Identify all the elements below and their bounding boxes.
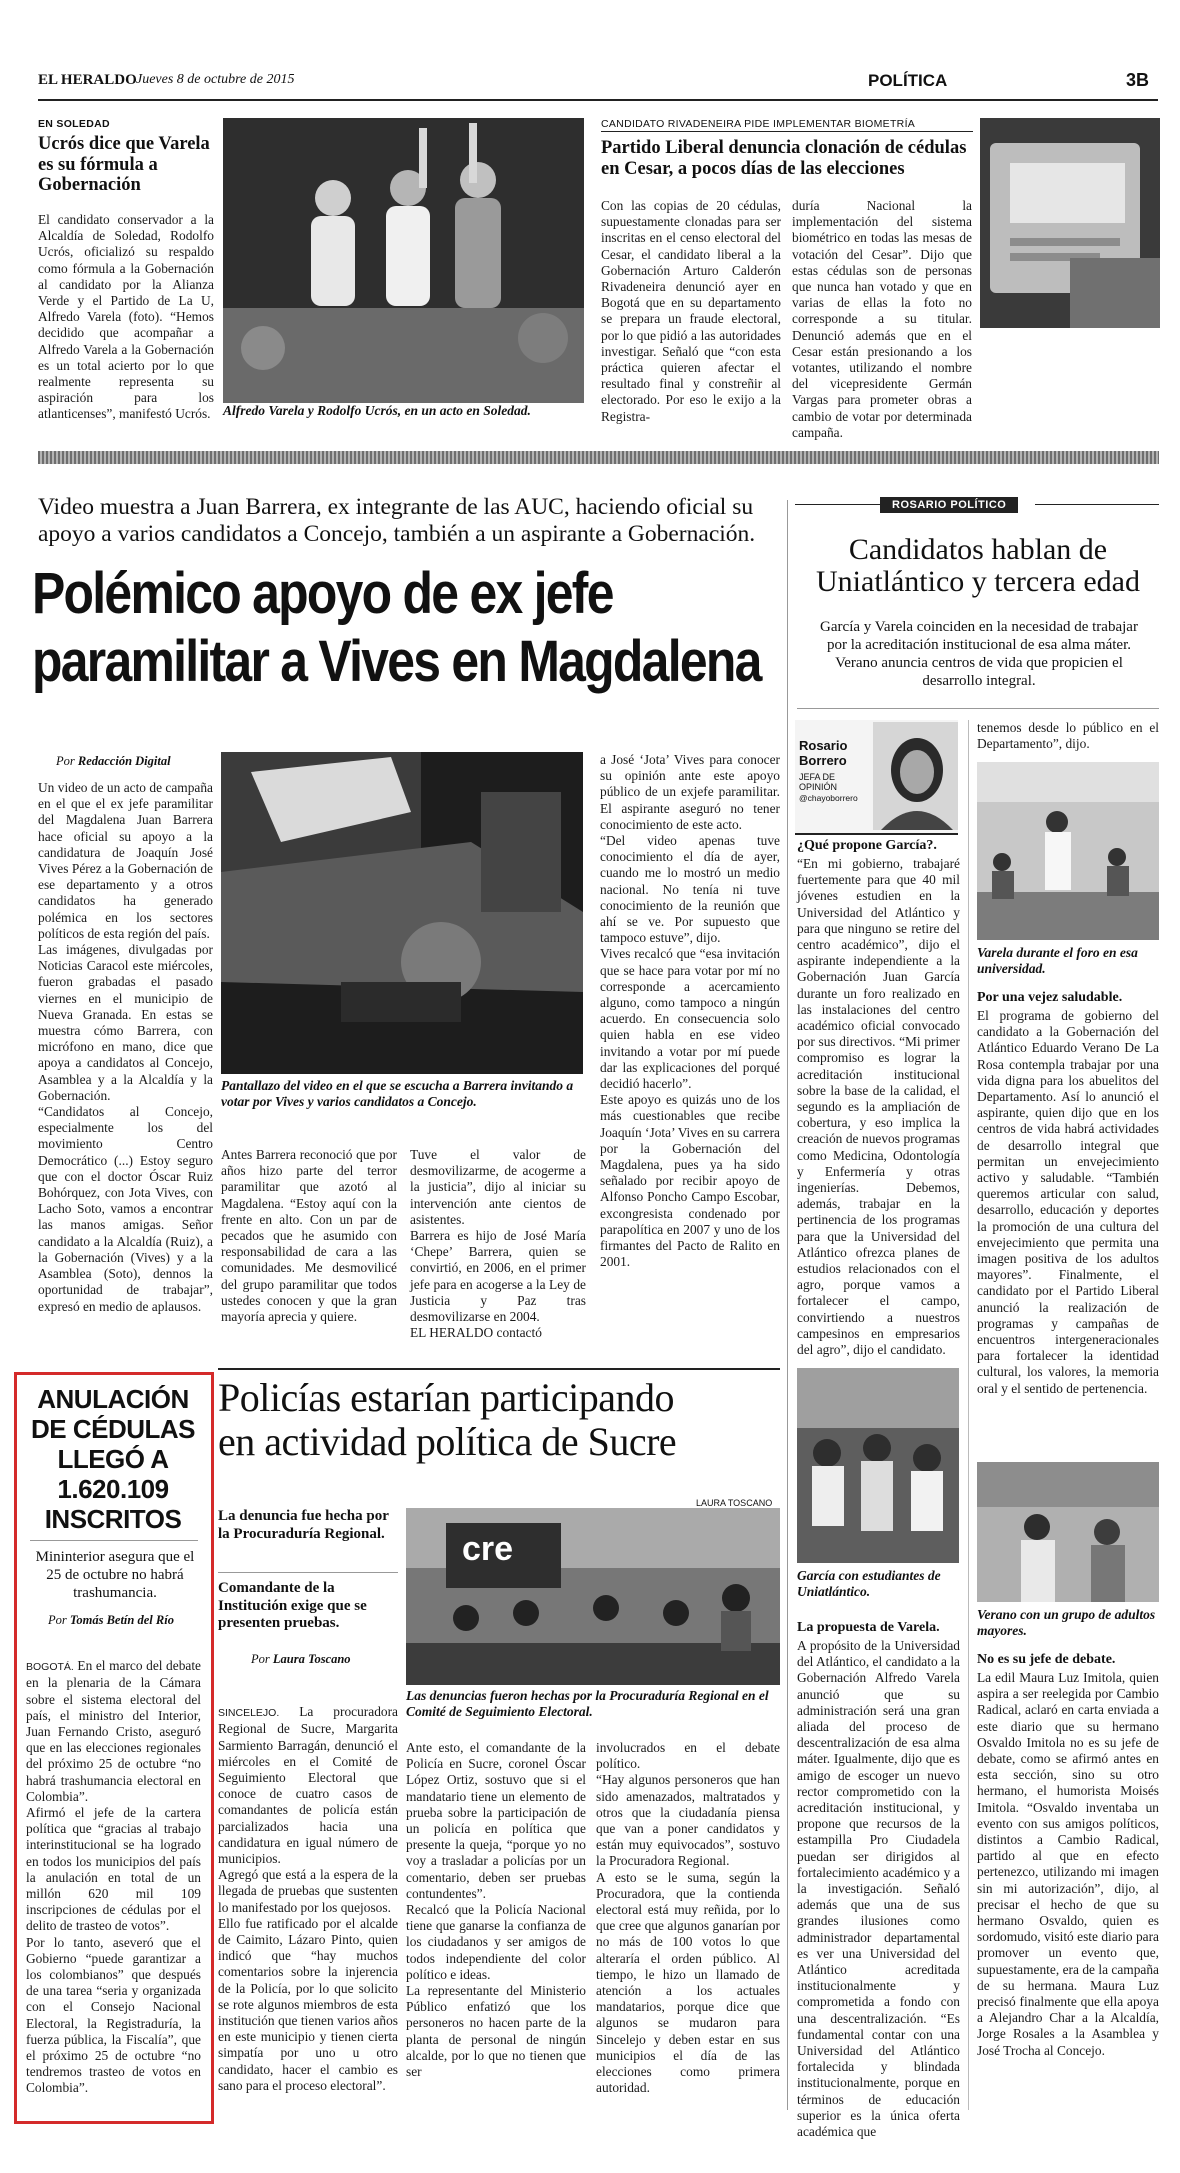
cedulas-dateline: BOGOTÁ. [26,1661,74,1674]
rosario-sub-verano: Por una vejez saludable. [977,990,1123,1005]
vives-col1: Un video de un acto de campaña en el que el ex jefe paramilitar del Magdalena Juan Barrera hace oficial su apoyo a la candidatura de Joaquín José Vives Pérez a la Gobernación de ese departamento y a otros candidatos ha generado polémica en los sectores políticos de esta región del país. Las imágenes, divulgadas por Noticias Caracol este miércoles, fueron grabadas el pasado viernes en el municipio de Nueva Granada. En estas se muestra cómo Barrera, con micrófono en mano, dice que apoya a candidatos al Concejo, Asamblea y a la Alcaldía y la Gobernación. “Candidatos al Concejo, especialmente los del movimiento Centro Democrático (...) Estoy seguro que con el doctor Óscar Ruiz Bohórquez, con Jota Vives, con Lacho Soto, vamos a encontrar las manos amigas. Señor candidato a la Alcaldía (Ruiz), a la Gobernación (Vives) y a la Asamblea (Soto), dennos la oportunidad de trabajar”, expresó en medio de aplausos. [38,780,213,1314]
rosario-deck-rule [797,708,1159,709]
cedulas-byline-author: Tomás Betín del Río [69,1613,174,1627]
sucre-photo-credit: LAURA TOSCANO [696,1498,773,1508]
sucre-sub-1: La denuncia fue hecha por la Procuraduría Regional. [218,1508,389,1542]
rosario-top-rule [795,504,880,505]
cedulas-byline-prefix: Por [48,1613,67,1627]
page-number: 3B [1126,70,1150,90]
sucre-top-rule [218,1368,780,1370]
vives-headline [32,560,761,696]
verano-photo-caption: Verano con un grupo de adultos mayores. [977,1607,1156,1638]
header-rule [38,99,1158,101]
sucre-col1 [218,1688,398,2094]
cedulas-body-text: En el marco del debate en la plenaria de la Cámara sobre el sistema electoral del país, el ministro del Interior, Juan Fernando Cristo, aseguró que en las elecciones regionales del próximo 25 de octubre “no habrá trashumancia electoral en Colombia”. Afirmó el jefe de la cartera política que “gracias al trabajo interinstitucional se ha logrado en todos los municipios del país la anulación en total de un millón 620 mil 109 inscripciones de cédulas por el delito de trasteo de votos”. Por lo tanto, aseveró que el Gobierno “puede garantizar a los colombianos” que después de una tarea “seria y organizada con el Consejo Nacional Electoral, la Registraduría, la fuerza pública, la Fiscalía”, que el próximo 25 de octubre “no tendremos trasteo de votos en Colombia”. [26,1658,201,2096]
cesar-kicker-rule [601,131,973,132]
sucre-col1-text: La procuradora Regional de Sucre, Margarita Sarmiento Barragán, denunció el miércoles en el Comité de Seguimiento Electoral que conoce de cuatro casos de comandantes de policía están parcializados hacia una candidatura en igual número de municipios. Agregó que está a la espera de la llegada de pruebas que sustenten lo manifestado por los quejosos. Ello fue ratificado por el alcalde de Caimito, Lázaro Pinto, quien indicó que “hay muchos comentarios sobre la injerencia de la Policía, por lo que solicito se rote algunos miembros de esta institución que tienen varios años en este municipio y tienen cierta simpatía por uno u otro candidato, hacer el cambio es sano para el proceso electoral”. [218,1704,398,2093]
section-name: POLÍTICA [868,71,948,90]
vives-byline-prefix: Por [56,754,75,768]
rosario-verano-body: El programa de gobierno del candidato a la Gobernación del Atlántico Eduardo Verano De La Rosa contempla trabajar por una vida digna para los abuelitos del Departamento. Así lo anunció el aspirante, quien dijo que en los centros de vida habrá actividades de desarrollo integral que permitan un envejecimiento activo y saludable. “También queremos articular con salud, desarrollo, educación y deportes la promoción de una cultura del envejecimiento que permita una imagen positiva de los adultos mayores”. Finalmente, el candidato por el Partido Liberal anunció la realización de programas y campañas de encuentros intergeneracionales para fortalecer la identidad cultural, los valores, la memoria oral y el sentido de pertenencia. [977,1008,1159,1396]
vives-col3: Tuve el valor de desmovilizarme, de acogerme a la justicia”, dijo al iniciar su intervención ante cientos de asistentes. Barrera es hijo de José María ‘Chepe’ Barrera, quien se convirtió, en 2006, en el primer jefe para en acogerse a la Ley de Justicia y Paz tras desmovilizarse en 2004. EL HERALDO contactó [410,1147,586,1341]
sucre-col2: Ante esto, el comandante de la Policía en Sucre, coronel Óscar López Ortiz, sostuvo que si el mandatario tiene un elemento de prueba sobre la participación de un policía en política que presente la queja, “porque yo no voy a trasladar a policías por un comentario, deben ser pruebas contundentes”. Recalcó que la Policía Nacional tiene que ganarse la confianza de los ciudadanos y ser amigos de todos independiente del color político e ideas. La representante del Ministerio Público enfatizó que los personeros no hacen parte de la planta de personal de ningún alcalde, por lo que no tienen que ser [406,1740,586,2080]
cesar-col1: Con las copias de 20 cédulas, supuestamente clonadas para ser inscritas en el censo electoral del Cesar, el candidato liberal a la Gobernación Arturo Calderón Rivadeneira denunció ayer en Bogotá que en su departamento se prepara un fraude electoral, por lo que pidió a las autoridades investigar. Señaló que “con esta práctica quieren afectar el resultado final y constreñir al electorado. Por eso le exijo a la Registra- [601,198,781,424]
columnist-role-2: OPINIÓN [799,782,838,792]
vives-photo-caption: Pantallazo del video en el que se escucha a Barrera invitando a votar por Vives y varios candidatos a Concejo. [221,1078,574,1109]
sucre-headline-line1: Policías estarían participando [218,1375,674,1420]
column-divider-rosario [787,500,788,2110]
issue-date: Jueves 8 de octubre de 2015 [136,72,295,87]
masthead: EL HERALDO [38,72,137,88]
sucre-byline-prefix: Por [251,1652,270,1666]
verano-seniors-photo [977,1462,1159,1602]
soledad-kicker: EN SOLEDAD [38,118,110,130]
rosario-column-divider [968,720,969,2110]
columnist-first-name: Rosario [799,738,848,753]
sucre-headline [218,1376,788,1464]
rosario-headline: Candidatos hablan de Uniatlántico y tercera edad [816,533,1140,598]
garcia-students-photo [797,1368,959,1563]
cesar-headline: Partido Liberal denuncia clonación de cédulas en Cesar, a pocos días de las elecciones [601,138,967,179]
sucre-col3: involucrados en el debate político. “Hay algunos personeros que han sido amenazados, maltratados y otros que la ciudadanía piensa que van a poner candidatos y están muy equivocados”, sostuvo la Procuradora Regional. A esto se le suma, según la Procuradora, que la contienda electoral está muy reñida, por lo que cree que algunos ganarían por no más de 100 votos lo que alteraría el orden público. Al tiempo, le hizo un llamado de atención a los actuales mandatarios, porque dice que algunos se mudaron para Sincelejo y deben estar en sus municipios el día de las elecciones como primera autoridad. [596,1740,780,2096]
rosario-sub-garcia: ¿Qué propone García?. [797,838,937,853]
columnist-box [795,720,958,835]
sucre-byline-author: Laura Toscano [272,1652,351,1666]
soledad-body: El candidato conservador a la Alcaldía de Soledad, Rodolfo Ucrós, oficializó su respaldo como fórmula a la Gobernación al candidato por la Alianza Verde y el Partido de La U, Alfredo Varela (foto). “Hemos decidido que acompañar a Alfredo Varela a la Gobernación es un total acierto por lo que realmente representa su aspiración para los atlanticenses”, manifestó Ucrós. [38,212,214,422]
columnist-role-1: JEFA DE [799,772,836,782]
vives-byline-author: Redacción Digital [77,754,171,768]
cedulas-rule [30,1540,198,1541]
cedulas-headline: ANULACIÓN DE CÉDULAS LLEGÓ A 1.620.109 INSCRITOS [30,1384,195,1534]
section-divider-band [38,451,1159,464]
cedulas-body [26,1642,201,2097]
vives-headline-line1: Polémico apoyo de ex jefe [32,561,613,626]
rosario-top-rule-2 [1035,504,1159,505]
rosario-col2-top: tenemos desde lo público en el Departamento”, dijo. [977,720,1159,752]
soledad-headline: Ucrós dice que Varela es su fórmula a Gobernación [38,134,210,195]
cesar-kicker: CANDIDATO RIVADENEIRA PIDE IMPLEMENTAR BIOMETRÍA [601,118,916,130]
sucre-photo-sign: cre [462,1530,514,1568]
soledad-photo [223,118,584,403]
garcia-photo-caption: García con estudiantes de Uniatlántico. [797,1568,941,1599]
sucre-byline [251,1652,351,1667]
sucre-photo-caption: Las denuncias fueron hechas por la Procuraduría Regional en el Comité de Seguimiento Electoral. [406,1688,769,1719]
vives-headline-line2: paramilitar a Vives en Magdalena [32,629,761,694]
varela-forum-photo [977,762,1159,940]
cedulas-byline [48,1613,174,1628]
rosario-garcia-body: “En mi gobierno, trabajaré fuertemente para que 40 mil jóvenes estudien en la Universidad del Atlántico y para que ninguno se retire del centro académico”, dijo el aspirante independiente a la Gobernación Juan García durante un foro realizado en las instalaciones del centro académico oficial convocado por sus directivos. “Mi primer compromiso es lograr la acreditación institucional sobre la base de la calidad, el segundo es la ampliación de cobertura, y eso implica la creación de nuevos programas como Medicina, Odontología y Enfermería y otras ingenierías. Debemos, además, trabajar en la pertinencia de los programas para que la Universidad del Atlántico ofrezca planes de estudios relacionados con el agro, porque vamos a fortalecer el campo, convirtiendo a nuestros campesinos en empresarios del agro”, dijo el candidato. [797,856,960,1358]
rosario-deck: García y Varela coinciden en la necesidad de trabajar por la acreditación institucional de esa alma máter. Verano anuncia centros de vida que propicien el desarrollo integral. [820,619,1138,689]
page-header [38,68,1158,98]
columnist-handle: @chayoborrero [799,793,858,803]
cedulas-deck: Mininterior asegura que el 25 de octubre no habrá trashumancia. [35,1549,195,1601]
columnist-portrait [873,722,958,830]
sucre-headline-line2: en actividad política de Sucre [218,1419,677,1464]
rosario-sub-imitola: No es su jefe de debate. [977,1652,1116,1667]
sucre-committee-photo [406,1508,780,1685]
rosario-imitola-body: La edil Maura Luz Imitola, quien aspira a ser reelegida por Cambio Radical, aclaró en carta enviada a este diario que su hermano Osvaldo Imitola no es su jefe de debate, como se afirmó antes en esta sección, sino su otro hermano, el humorista Moisés Imitola. “Osvaldo inventaba un evento con sus amigos políticos, distintos a Cambio Radical, partido al que en efecto pertenezco, utilizando mi imagen sin mi autorización”, dijo, al precisar el hecho de que su hermano Osvaldo, quien es sordomudo, visitó este diario para promover un evento que, supuestamente, era de la campaña de su hermana. Maura Luz precisó finalmente que ella apoya a Alejandro Char a la Alcaldía, Jorge Rosales a la Asamblea y José Trocha al Concejo. [977,1670,1159,2058]
vives-deck: Video muestra a Juan Barrera, ex integrante de las AUC, haciendo oficial su apoyo a varios candidatos a Concejo, también a un aspirante a Gobernación. [38,494,756,547]
soledad-photo-caption: Alfredo Varela y Rodolfo Ucrós, en un acto en Soledad. [223,403,531,418]
rosario-sub-varela: La propuesta de Varela. [797,1620,940,1635]
vives-byline [56,754,171,769]
cesar-col2: duría Nacional la implementación del sistema biométrico en todas las mesas de votación del Cesar”. Dijo que estas cédulas son de personas que nunca han votado y que en varias de ellas la foto no corresponde a su titular. Denunció además que en el Cesar están presionando a los votantes, utilizando el nombre del vicepresidente Germán Vargas para prometer obras a cambio de votar por determinada campaña. [792,198,972,440]
sucre-dateline: SINCELEJO. [218,1707,280,1720]
vives-video-still [221,752,583,1074]
cedula-photo [980,118,1160,328]
sucre-sub-2: Comandante de la Institución exige que se presenten pruebas. [218,1580,367,1631]
rosario-varela-body: A propósito de la Universidad del Atlántico, el candidato a la Gobernación Alfredo Varela anunció que su administración será una gran aliada del proceso de descentralización de esa alma máter. Igualmente, dijo que es amigo de escoger un nuevo rector comprometido con la acreditación institucional, y propone que recursos de la estampilla Pro Ciudadela puedan ser dirigidos al fortalecimiento académico y a la investigación. Señaló además que una de sus grandes ilusiones como administrador departamental es ver una Universidad del Atlántico acreditada institucionalmente y comprometida a fondo con una descentralización. “Es fundamental contar con una Universidad del Atlántico fortalecida y blindada institucionalmente, porque en términos de educación superior es la única oferta académica que [797,1638,960,2140]
vives-col4: a José ‘Jota’ Vives para conocer su opinión ante este apoyo público de un exjefe paramilitar. El aspirante aseguró no tener conocimiento de este acto. “Del video apenas tuve conocimiento el día de ayer, cuando me lo mostró un medio nacional. No tenía ni tuve conocimiento de la reunión que ahí se ve. Por supuesto que tampoco estuve”, dijo. Vives recalcó que “esa invitación que se hace para votar por mí no corresponde a acercamiento alguno, como tampoco a ningún acuerdo. En consecuencia solo quien habla en ese video invitando a votar por mí puede dar las explicaciones del porqué decidió hacerlo”. Este apoyo es quizás uno de los más cuestionables que recibe Joaquín ‘Jota’ Vives en su carrera por la Gobernación del Magdalena, pues ya ha sido señalado por recibir apoyo de Alfonso Poncho Campo Escobar, excongresista condenado por parapolítica en 2007 y uno de los firmantes del Pacto de Ralito en 2001. [600,752,780,1270]
sucre-sub-rule [218,1572,398,1573]
vives-col2: Antes Barrera reconoció que por años hizo parte del terror paramilitar que azotó al Magdalena. “Estoy aquí con la frente en alto. Con un par de pecados que he asumido con responsabilidad de cara a las comunidades. Me desmovilicé del grupo paramilitar que todos ustedes conocen y que la gran mayoría aprecia y quiere. [221,1147,397,1325]
rosario-kicker: ROSARIO POLÍTICO [880,497,1018,513]
varela-photo-caption: Varela durante el foro en esa universidad. [977,945,1138,976]
columnist-last-name: Borrero [799,753,847,768]
